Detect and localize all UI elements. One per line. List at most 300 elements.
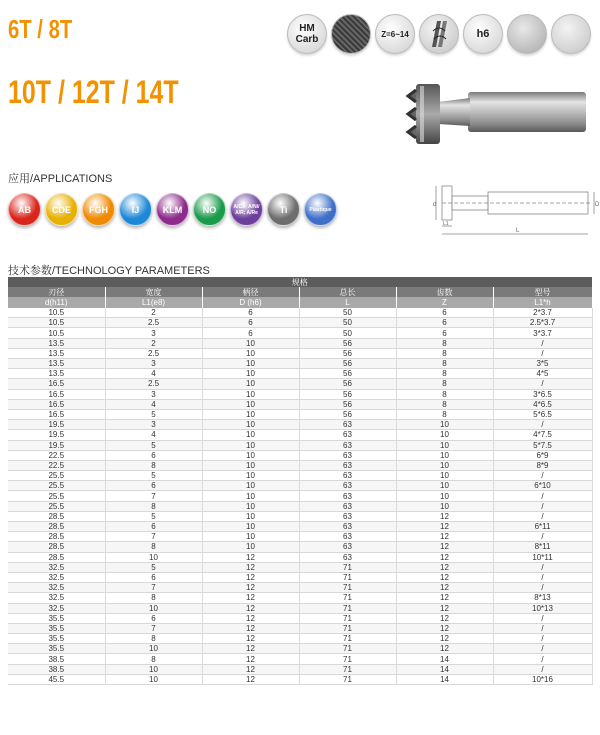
table-row	[8, 318, 592, 328]
table-cell: 10	[202, 379, 299, 389]
table-cell: 12	[396, 522, 493, 532]
table-cell: 2*3.7	[493, 308, 592, 318]
table-cell: 5	[105, 440, 202, 450]
table-cell: 25.5	[8, 491, 105, 501]
table-cell: 35.5	[8, 644, 105, 654]
series-title-10t-14t: 10T / 12T / 14T	[8, 74, 179, 110]
table-cell: 12	[396, 572, 493, 582]
table-cell: 25.5	[8, 471, 105, 481]
table-cell: 56	[299, 338, 396, 348]
table-cell: 6*9	[493, 450, 592, 460]
column-subheader: Z	[396, 297, 493, 307]
table-cell: 50	[299, 328, 396, 338]
application-badge: NO	[193, 193, 226, 226]
table-cell: /	[493, 634, 592, 644]
column-subheader: D (h6)	[202, 297, 299, 307]
table-cell: 56	[299, 409, 396, 419]
table-cell: 28.5	[8, 552, 105, 562]
table-cell: 10	[202, 542, 299, 552]
table-cell: 10*11	[493, 552, 592, 562]
table-row	[8, 532, 592, 542]
table-cell: /	[493, 562, 592, 572]
table-cell: 10	[202, 338, 299, 348]
table-cell: 4	[105, 430, 202, 440]
table-cell: 13.5	[8, 348, 105, 358]
table-row	[8, 389, 592, 399]
table-cell: /	[493, 583, 592, 593]
table-cell: /	[493, 664, 592, 674]
table-cell: 8*13	[493, 593, 592, 603]
table-cell: 6	[105, 481, 202, 491]
table-row	[8, 634, 592, 644]
column-subheader: L1*h	[493, 297, 592, 307]
table-cell: 8	[105, 593, 202, 603]
table-cell: 8	[105, 460, 202, 470]
table-cell: 25.5	[8, 501, 105, 511]
table-cell: 4	[105, 369, 202, 379]
table-cell: 6	[105, 613, 202, 623]
tool-photo	[398, 80, 590, 150]
table-cell: 16.5	[8, 399, 105, 409]
table-cell: 63	[299, 501, 396, 511]
table-cell: 8	[105, 542, 202, 552]
table-cell: 38.5	[8, 654, 105, 664]
table-cell: 16.5	[8, 389, 105, 399]
table-cell: 3	[105, 328, 202, 338]
table-cell: 5	[105, 562, 202, 572]
table-cell: 13.5	[8, 369, 105, 379]
table-cell: 8*11	[493, 542, 592, 552]
table-cell: 63	[299, 552, 396, 562]
table-cell: 28.5	[8, 542, 105, 552]
table-row	[8, 471, 592, 481]
table-cell: 19.5	[8, 440, 105, 450]
table-cell: 10	[202, 430, 299, 440]
application-badge: CDE	[45, 193, 78, 226]
application-badge: Plastique	[304, 193, 337, 226]
table-cell: 10	[202, 399, 299, 409]
table-row	[8, 654, 592, 664]
table-row	[8, 338, 592, 348]
table-cell: 56	[299, 359, 396, 369]
table-cell: 12	[202, 552, 299, 562]
table-cell: 32.5	[8, 562, 105, 572]
table-cell: 71	[299, 654, 396, 664]
table-row	[8, 522, 592, 532]
application-badge: Ti	[267, 193, 300, 226]
table-row	[8, 542, 592, 552]
table-cell: /	[493, 511, 592, 521]
column-subheader: L1(e8)	[105, 297, 202, 307]
table-cell: 19.5	[8, 430, 105, 440]
table-cell: 10	[202, 359, 299, 369]
column-header: 型号	[493, 287, 592, 297]
column-subheader: L	[299, 297, 396, 307]
table-row	[8, 420, 592, 430]
table-cell: 10*16	[493, 674, 592, 684]
table-cell: 16.5	[8, 409, 105, 419]
table-row	[8, 481, 592, 491]
table-sub-headers	[8, 297, 592, 307]
table-cell: 10	[105, 674, 202, 684]
table-cell: 10	[105, 603, 202, 613]
table-cell: 2.5	[105, 318, 202, 328]
table-cell: 6	[105, 522, 202, 532]
table-cell: 8	[396, 379, 493, 389]
table-column-headers	[8, 287, 592, 297]
tolerance-label: h6	[476, 27, 490, 40]
table-cell: 10	[202, 389, 299, 399]
table-cell: /	[493, 420, 592, 430]
table-cell: 12	[396, 542, 493, 552]
table-body	[8, 308, 592, 685]
table-cell: 10	[396, 450, 493, 460]
table-cell: 12	[396, 623, 493, 633]
table-row	[8, 562, 592, 572]
table-cell: 16.5	[8, 379, 105, 389]
table-row	[8, 430, 592, 440]
table-cell: /	[493, 572, 592, 582]
table-cell: 63	[299, 471, 396, 481]
table-cell: 63	[299, 522, 396, 532]
table-cell: 50	[299, 318, 396, 328]
table-cell: 63	[299, 491, 396, 501]
table-row	[8, 379, 592, 389]
table-cell: 8	[396, 338, 493, 348]
table-cell: 10	[202, 348, 299, 358]
blank-icon-2	[551, 14, 591, 54]
table-cell: 12	[396, 562, 493, 572]
table-cell: /	[493, 623, 592, 633]
table-cell: 6	[396, 318, 493, 328]
table-cell: 2.5	[105, 379, 202, 389]
table-cell: 8	[105, 634, 202, 644]
table-cell: /	[493, 501, 592, 511]
table-cell: 6	[202, 318, 299, 328]
table-cell: 2	[105, 308, 202, 318]
table-cell: 71	[299, 664, 396, 674]
table-cell: 10	[202, 491, 299, 501]
table-cell: 12	[396, 552, 493, 562]
table-cell: 5*7.5	[493, 440, 592, 450]
column-header: 总长	[299, 287, 396, 297]
table-cell: 8	[396, 409, 493, 419]
table-cell: 3*6.5	[493, 389, 592, 399]
application-badge: A/Co; A/Ni/ A/R; A/Re	[230, 193, 263, 226]
table-cell: 63	[299, 440, 396, 450]
table-cell: 12	[202, 623, 299, 633]
table-cell: 56	[299, 399, 396, 409]
table-cell: 12	[396, 593, 493, 603]
table-cell: 3	[105, 420, 202, 430]
table-cell: 12	[396, 644, 493, 654]
drawing-label-d: d	[433, 202, 437, 208]
table-cell: 10	[396, 481, 493, 491]
drawing-label-d-shank: D	[595, 202, 600, 208]
table-cell: 2.5*3.7	[493, 318, 592, 328]
table-cell: 10	[396, 420, 493, 430]
table-cell: 71	[299, 603, 396, 613]
table-row	[8, 572, 592, 582]
table-cell: 6*11	[493, 522, 592, 532]
table-cell: 56	[299, 389, 396, 399]
table-row	[8, 440, 592, 450]
table-cell: 32.5	[8, 603, 105, 613]
table-cell: /	[493, 613, 592, 623]
table-cell: 10.5	[8, 328, 105, 338]
table-cell: 32.5	[8, 583, 105, 593]
table-cell: 10	[105, 664, 202, 674]
table-cell: 7	[105, 623, 202, 633]
application-badge: AB	[8, 193, 41, 226]
table-row	[8, 603, 592, 613]
table-cell: 10	[396, 440, 493, 450]
table-cell: 2.5	[105, 348, 202, 358]
table-cell: 10.5	[8, 318, 105, 328]
tool-drawing	[432, 182, 600, 240]
table-cell: 12	[202, 613, 299, 623]
table-cell: 4*6.5	[493, 399, 592, 409]
series-title-6t-8t: 6T / 8T	[8, 14, 73, 44]
column-header: 宽度	[105, 287, 202, 297]
table-cell: 3*3.7	[493, 328, 592, 338]
table-cell: 12	[202, 572, 299, 582]
hm-carb-label: HM Carb	[295, 23, 319, 45]
table-cell: 45.5	[8, 674, 105, 684]
applications-row	[8, 193, 337, 226]
table-cell: 35.5	[8, 613, 105, 623]
table-cell: /	[493, 338, 592, 348]
table-cell: 12	[202, 562, 299, 572]
table-cell: 10	[202, 501, 299, 511]
column-header: 刃径	[8, 287, 105, 297]
table-cell: 10.5	[8, 308, 105, 318]
drawing-label-l1: L1	[443, 221, 449, 227]
table-cell: 10	[202, 532, 299, 542]
table-row	[8, 369, 592, 379]
table-cell: 10	[202, 522, 299, 532]
table-cell: 10	[105, 644, 202, 654]
table-cell: 7	[105, 491, 202, 501]
table-cell: 10	[202, 369, 299, 379]
table-cell: 6	[396, 328, 493, 338]
coating-icon	[331, 14, 371, 54]
table-cell: 19.5	[8, 420, 105, 430]
table-cell: 71	[299, 634, 396, 644]
column-subheader: d(h11)	[8, 297, 105, 307]
table-cell: 10	[396, 491, 493, 501]
table-cell: 63	[299, 450, 396, 460]
table-cell: 71	[299, 644, 396, 654]
table-cell: 12	[202, 593, 299, 603]
table-cell: 8	[396, 389, 493, 399]
table-cell: 71	[299, 623, 396, 633]
table-row	[8, 460, 592, 470]
table-cell: 10*13	[493, 603, 592, 613]
table-cell: 56	[299, 369, 396, 379]
table-cell: 12	[202, 654, 299, 664]
table-cell: 12	[202, 674, 299, 684]
column-header: 柄径	[202, 287, 299, 297]
table-cell: 10	[105, 552, 202, 562]
table-cell: /	[493, 379, 592, 389]
table-cell: /	[493, 532, 592, 542]
table-cell: 12	[202, 634, 299, 644]
table-cell: 28.5	[8, 532, 105, 542]
table-row	[8, 359, 592, 369]
flutes-icon	[375, 14, 415, 54]
table-cell: /	[493, 491, 592, 501]
table-row	[8, 674, 592, 684]
table-cell: 63	[299, 532, 396, 542]
table-cell: 63	[299, 420, 396, 430]
table-cell: 12	[202, 583, 299, 593]
table-cell: 6	[202, 328, 299, 338]
table-cell: 12	[396, 511, 493, 521]
table-cell: 12	[202, 603, 299, 613]
table-cell: 12	[396, 583, 493, 593]
table-cell: 50	[299, 308, 396, 318]
table-cell: 14	[396, 654, 493, 664]
table-cell: 63	[299, 430, 396, 440]
table-cell: 63	[299, 460, 396, 470]
table-cell: 2	[105, 338, 202, 348]
table-cell: 3*5	[493, 359, 592, 369]
table-cell: 5	[105, 511, 202, 521]
table-cell: 28.5	[8, 522, 105, 532]
table-cell: 5	[105, 409, 202, 419]
column-header: 齿数	[396, 287, 493, 297]
table-cell: 6	[105, 572, 202, 582]
table-cell: 32.5	[8, 593, 105, 603]
spec-icons-row	[287, 14, 591, 54]
table-cell: 10	[202, 409, 299, 419]
parameters-table	[8, 277, 593, 685]
table-cell: 63	[299, 481, 396, 491]
drawing-label-l: L	[516, 228, 520, 234]
table-cell: 10	[202, 460, 299, 470]
table-cell: 12	[396, 613, 493, 623]
table-cell: 10	[202, 481, 299, 491]
table-cell: 4*7.5	[493, 430, 592, 440]
table-cell: 13.5	[8, 338, 105, 348]
table-row	[8, 491, 592, 501]
table-cell: 8	[396, 369, 493, 379]
table-row	[8, 328, 592, 338]
table-cell: 63	[299, 542, 396, 552]
table-cell: 4	[105, 399, 202, 409]
table-cell: 8*9	[493, 460, 592, 470]
table-cell: 25.5	[8, 481, 105, 491]
table-cell: 13.5	[8, 359, 105, 369]
table-cell: 22.5	[8, 460, 105, 470]
table-cell: 28.5	[8, 511, 105, 521]
table-cell: 8	[396, 399, 493, 409]
technical-parameters-label: 技术参数/TECHNOLOGY PARAMETERS	[8, 265, 210, 277]
table-cell: 8	[105, 654, 202, 664]
table-cell: 6	[105, 450, 202, 460]
table-row	[8, 623, 592, 633]
hm-carb-icon	[287, 14, 327, 54]
application-badge: IJ	[119, 193, 152, 226]
flutes-label: Z=6~14	[381, 29, 409, 39]
table-cell: 12	[202, 664, 299, 674]
table-cell: 6	[202, 308, 299, 318]
table-cell: 10	[396, 460, 493, 470]
table-cell: 71	[299, 583, 396, 593]
table-cell: 10	[202, 440, 299, 450]
table-cell: 7	[105, 583, 202, 593]
table-cell: 12	[202, 644, 299, 654]
table-row	[8, 593, 592, 603]
table-cell: /	[493, 644, 592, 654]
table-cell: 10	[396, 430, 493, 440]
application-badge: KLM	[156, 193, 189, 226]
table-cell: 71	[299, 613, 396, 623]
table-cell: 14	[396, 664, 493, 674]
table-row	[8, 399, 592, 409]
table-cell: 38.5	[8, 664, 105, 674]
table-cell: 8	[396, 359, 493, 369]
table-row	[8, 450, 592, 460]
table-row	[8, 552, 592, 562]
table-group-header: 规格	[8, 277, 592, 287]
table-cell: 71	[299, 572, 396, 582]
applications-label: 应用/APPLICATIONS	[8, 173, 113, 185]
table-cell: 32.5	[8, 572, 105, 582]
table-row	[8, 409, 592, 419]
table-cell: 4*5	[493, 369, 592, 379]
table-row	[8, 501, 592, 511]
table-cell: 12	[396, 634, 493, 644]
table-cell: 5*6.5	[493, 409, 592, 419]
application-badge: FGH	[82, 193, 115, 226]
table-cell: 63	[299, 511, 396, 521]
table-cell: 6*10	[493, 481, 592, 491]
table-cell: 71	[299, 562, 396, 572]
table-cell: 12	[396, 532, 493, 542]
table-cell: 10	[396, 471, 493, 481]
blank-icon-1	[507, 14, 547, 54]
table-cell: 10	[202, 450, 299, 460]
table-cell: 56	[299, 348, 396, 358]
table-cell: 35.5	[8, 623, 105, 633]
table-cell: 10	[202, 511, 299, 521]
table-cell: 8	[396, 348, 493, 358]
table-cell: 6	[396, 308, 493, 318]
table-row	[8, 644, 592, 654]
table-row	[8, 583, 592, 593]
table-cell: /	[493, 654, 592, 664]
table-cell: /	[493, 471, 592, 481]
helix-icon	[419, 14, 459, 54]
table-cell: 3	[105, 389, 202, 399]
table-cell: 71	[299, 674, 396, 684]
table-cell: 3	[105, 359, 202, 369]
table-cell: 12	[396, 603, 493, 613]
table-cell: 10	[396, 501, 493, 511]
table-cell: 8	[105, 501, 202, 511]
table-row	[8, 308, 592, 318]
table-cell: 35.5	[8, 634, 105, 644]
table-row	[8, 613, 592, 623]
table-cell: 71	[299, 593, 396, 603]
table-cell: 10	[202, 420, 299, 430]
table-cell: 14	[396, 674, 493, 684]
table-cell: 5	[105, 471, 202, 481]
table-cell: 56	[299, 379, 396, 389]
table-row	[8, 664, 592, 674]
